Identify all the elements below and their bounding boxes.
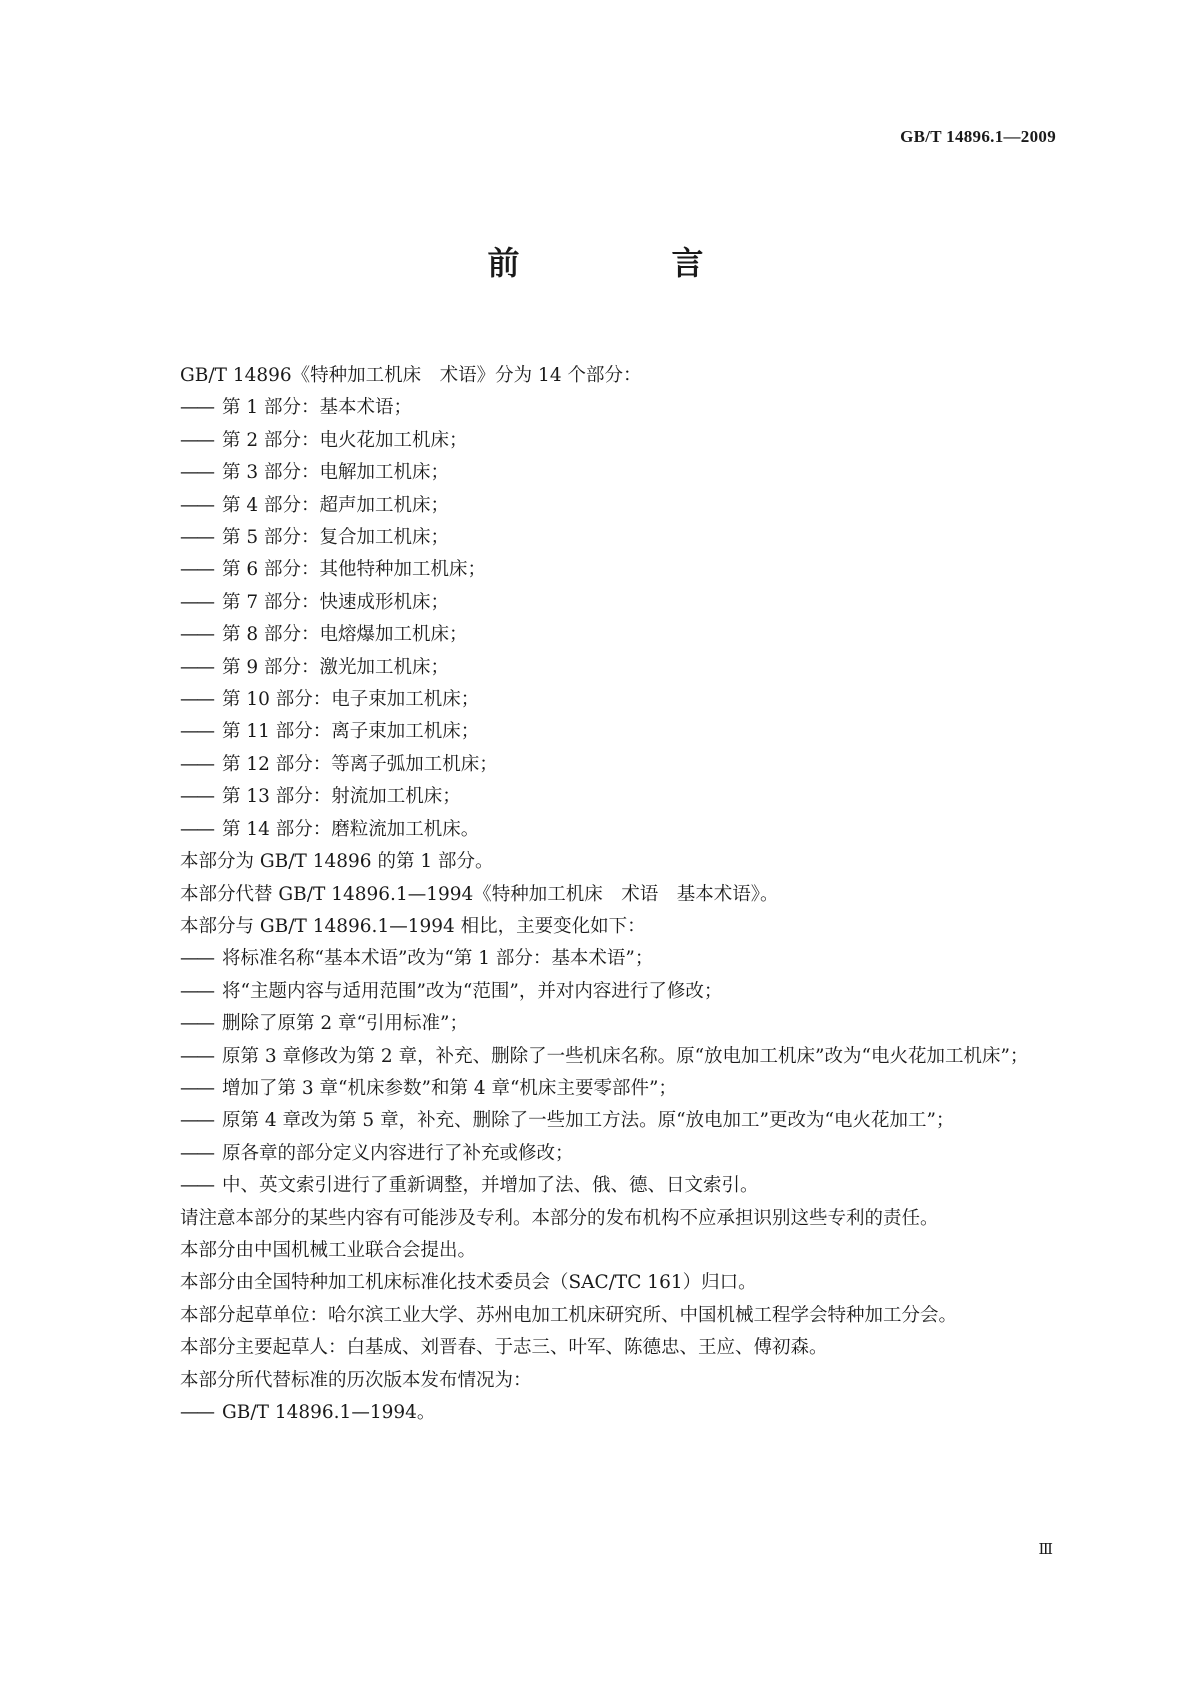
dash-list-item: —— 第 8 部分：电熔爆加工机床； [180, 619, 1080, 651]
paragraph-line: 本部分代替 GB/T 14896.1—1994《特种加工机床 术语 基本术语》。 [180, 883, 779, 905]
paragraph-line: 本部分主要起草人：白基成、刘晋春、于志三、叶军、陈德忠、王应、傅初森。 [180, 1337, 828, 1359]
dash-list-item: —— 原第 3 章修改为第 2 章，补充、删除了一些机床名称。原“放电加工机床”改为“电火花加工机床”； [180, 1041, 1080, 1073]
dash-list-item: —— 将标准名称“基本术语”改为“第 1 部分：基本术语”； [180, 943, 1080, 975]
standard-code: GB/T 14896.1—2009 [900, 127, 1056, 146]
dash-list-item: —— 第 2 部分：电火花加工机床； [180, 425, 1080, 457]
paragraph-line: 本部分与 GB/T 14896.1—1994 相比，主要变化如下： [180, 915, 646, 937]
dash-list-item: —— 增加了第 3 章“机床参数”和第 4 章“机床主要零部件”； [180, 1073, 1080, 1105]
paragraph-line: 本部分为 GB/T 14896 的第 1 部分。 [180, 851, 494, 873]
dash-list-item: —— 原各章的部分定义内容进行了补充或修改； [180, 1138, 1080, 1170]
dash-list-item: —— 第 3 部分：电解加工机床； [180, 457, 1080, 489]
dash-list-item: —— 第 5 部分：复合加工机床； [180, 522, 1080, 554]
dash-list-item: —— 第 13 部分：射流加工机床； [180, 781, 1080, 813]
foreword-body [180, 360, 1080, 1429]
dash-list-item: —— 中、英文索引进行了重新调整，并增加了法、俄、德、日文索引。 [180, 1170, 1080, 1202]
dash-list-item: —— 将“主题内容与适用范围”改为“范围”，并对内容进行了修改； [180, 976, 1080, 1008]
dash-list-item: —— 第 4 部分：超声加工机床； [180, 490, 1080, 522]
paragraph-line: 本部分由中国机械工业联合会提出。 [180, 1239, 477, 1261]
page-number: Ⅲ [1038, 1542, 1053, 1558]
paragraph-line: 本部分所代替标准的历次版本发布情况为： [180, 1369, 532, 1391]
dash-list-item: —— 第 11 部分：离子束加工机床； [180, 716, 1080, 748]
dash-list-item: —— 第 7 部分：快速成形机床； [180, 587, 1080, 619]
paragraph-line: 请注意本部分的某些内容有可能涉及专利。本部分的发布机构不应承担识别这些专利的责任。 [180, 1207, 939, 1229]
paragraph-line: 本部分起草单位：哈尔滨工业大学、苏州电加工机床研究所、中国机械工程学会特种加工分会。 [180, 1304, 958, 1326]
dash-list-item: —— 第 10 部分：电子束加工机床； [180, 684, 1080, 716]
dash-list-item: —— 第 12 部分：等离子弧加工机床； [180, 749, 1080, 781]
dash-list-item: —— 删除了原第 2 章“引用标准”； [180, 1008, 1080, 1040]
dash-list-item: —— 第 9 部分：激光加工机床； [180, 652, 1080, 684]
dash-list-item: —— 第 1 部分：基本术语； [180, 392, 1080, 424]
dash-list-item: —— 第 6 部分：其他特种加工机床； [180, 554, 1080, 586]
dash-list-item: —— GB/T 14896.1—1994。 [180, 1397, 1080, 1429]
dash-list-item: —— 第 14 部分：磨粒流加工机床。 [180, 814, 1080, 846]
dash-list-item: —— 原第 4 章改为第 5 章，补充、删除了一些加工方法。原“放电加工”更改为“电火花加工”； [180, 1105, 1080, 1137]
paragraph-line: GB/T 14896《特种加工机床 术语》分为 14 个部分： [180, 365, 642, 386]
page-title: 前 言 [487, 244, 764, 282]
paragraph-line: 本部分由全国特种加工机床标准化技术委员会（SAC/TC 161）归口。 [180, 1272, 757, 1294]
